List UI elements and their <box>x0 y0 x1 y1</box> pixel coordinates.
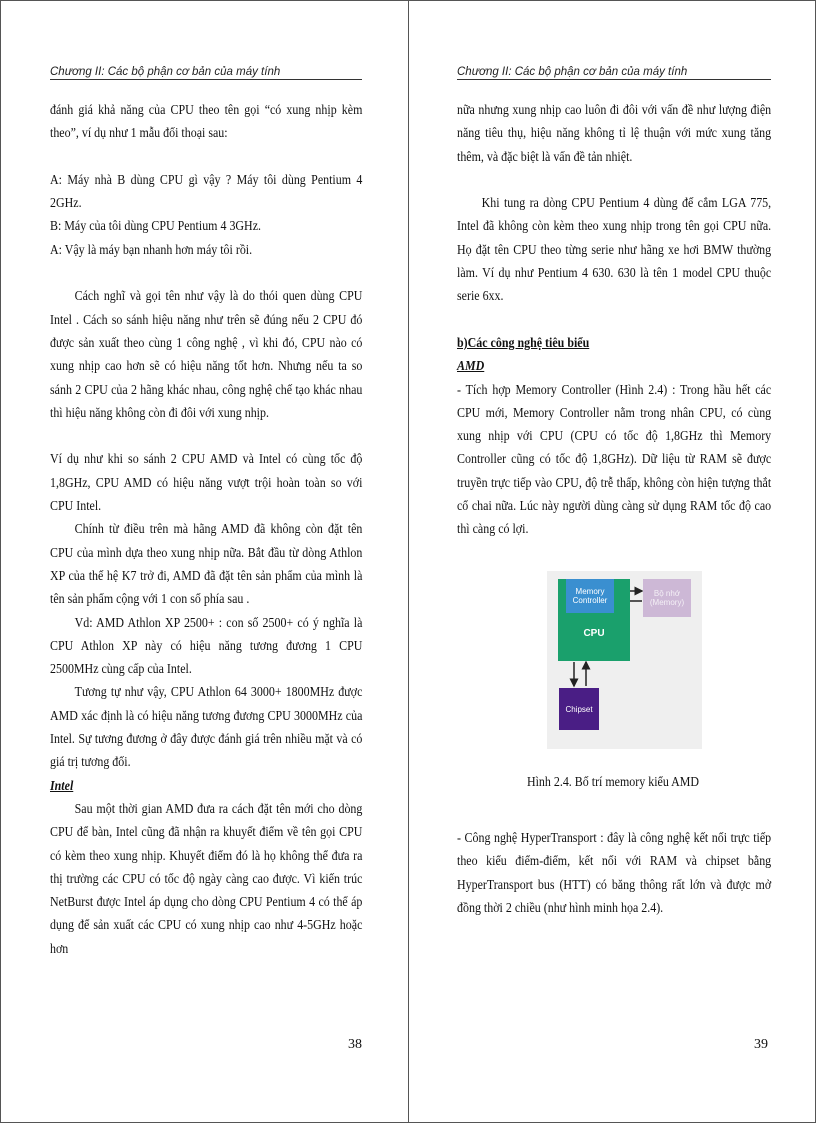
paragraph: Vd: AMD Athlon XP 2500+ : con số 2500+ có ý nghĩa là CPU Athlon XP này có hiệu năng tương đương 1 CPU 2500MHz cùng cấp của Intel. <box>50 614 363 677</box>
page-body <box>457 98 771 541</box>
page-body <box>50 98 362 960</box>
page-number: 38 <box>348 1037 362 1052</box>
paragraph: Ví dụ như khi so sánh 2 CPU AMD và Intel có cùng tốc độ 1,8GHz, CPU AMD có hiệu năng vượt trội hoàn toàn so với CPU Intel. <box>50 451 363 514</box>
paragraph: đánh giá khả năng của CPU theo tên gọi “có xung nhịp kèm theo”, ví dụ như 1 mẫu đối thoại sau: <box>50 102 363 141</box>
paragraph: Chính từ điều trên mà hãng AMD đã không còn đặt tên CPU của mình dựa theo xung nhịp nữa. Bắt đầu từ dòng Athlon XP của thế hệ K7 trở đi, AMD đã đặt tên sản phẩm của mình là tên sản phẩm cộng với 1 con số phía sau . <box>50 521 363 607</box>
right-page <box>409 0 816 1123</box>
chipset-block: Chipset <box>559 688 599 730</box>
memory-block: Bộ nhớ (Memory) <box>643 579 691 617</box>
memory-controller-block: Memory Controller <box>566 579 614 613</box>
page-header: Chương II: Các bộ phận cơ bản của máy tính <box>457 66 771 80</box>
paragraph: - Công nghệ HyperTransport : đây là công nghệ kết nối trực tiếp theo kiểu điểm-điểm, kết nối với RAM và chipset bằng HyperTransport bus (HTT) có băng thông rất lớn và được mở đồng thời 2 chiều (như hình minh họa 2.4). <box>457 830 772 915</box>
dialog-line: A: Vậy là máy bạn nhanh hơn máy tôi rồi. <box>50 241 253 257</box>
memory-layout-figure <box>547 571 702 749</box>
paragraph: Tương tự như vậy, CPU Athlon 64 3000+ 1800MHz được AMD xác định là có hiệu năng tương đương CPU 3000MHz của Intel. Sự tương đương ở đây được đánh giá trên nhiều mặt và có giá trị tương đối. <box>50 684 363 770</box>
page-number: 39 <box>754 1037 768 1052</box>
figure-caption: Hình 2.4. Bố trí memory kiểu AMD <box>526 774 700 789</box>
cpu-label: CPU <box>583 628 605 639</box>
paragraph: - Tích hợp Memory Controller (Hình 2.4) : Trong hầu hết các CPU mới, Memory Controller nằm trong nhân CPU, có cùng xung nhịp với CPU (CPU có tốc độ 1,8GHz thì Memory Controller cũng có tốc độ 1,8GHz). Dữ liệu từ RAM sẽ được truyền trực tiếp vào CPU, độ trễ thấp, không còn hiện tượng thắt cổ chai nữa. Lúc này người dùng càng sử dụng RAM tốc độ cao thì càng có lợi. <box>457 381 772 537</box>
page-body-continued <box>457 826 771 919</box>
section-heading-intel: Intel <box>50 777 74 793</box>
subsection-heading-amd: AMD <box>457 358 485 374</box>
paragraph: nữa nhưng xung nhịp cao luôn đi đôi với vấn đề như lượng điện năng tiêu thụ, hiệu năng không tỉ lệ thuận với mức xung tăng thêm, và đặc biệt là vấn đề tản nhiệt. <box>457 102 772 164</box>
dialog-line: B: Máy của tôi dùng CPU Pentium 4 3GHz. <box>50 218 262 234</box>
paragraph: Khi tung ra dòng CPU Pentium 4 dùng đế cắm LGA 775, Intel đã không còn kèm theo xung nhịp trong tên gọi CPU nữa. Họ đặt tên CPU theo từng serie như hãng xe hơi BMW thường làm. Ví dụ như Pentium 4 630. 630 là tên 1 model CPU thuộc serie 6xx. <box>457 195 772 304</box>
paragraph: Sau một thời gian AMD đưa ra cách đặt tên mới cho dòng CPU để bàn, Intel cũng đã nhận ra khuyết điểm về tên gọi CPU có kèm theo xung nhịp. Khuyết điểm đó là họ không thể đưa ra thị trường các CPU có tốc độ ngày càng cao được. Vì kiến trúc NetBurst được Intel áp dụng cho dòng CPU Pentium 4 có thể áp dụng để sản xuất các CPU có xung nhịp cao như 4-5GHz hoặc hơn <box>50 800 363 956</box>
dialog-line: A: Máy nhà B dùng CPU gì vậy ? Máy tôi dùng Pentium 4 2GHz. <box>50 171 363 211</box>
page-header: Chương II: Các bộ phận cơ bản của máy tính <box>50 66 362 80</box>
section-heading: b)Các công nghệ tiêu biểu <box>457 334 590 350</box>
paragraph: Cách nghĩ và gọi tên như vậy là do thói quen dùng CPU Intel . Cách so sánh hiệu năng như trên sẽ đúng nếu 2 CPU đó được sản xuất theo cùng 1 công nghệ , vì khi đó, CPU nào có xung nhịp cao hơn sẽ có hiệu năng tốt hơn. Nhưng nếu ta so sánh 2 CPU của 2 hãng khác nhau, công nghệ chế tạo khác nhau thì hiệu năng không còn đi đôi với xung nhịp. <box>50 288 363 420</box>
